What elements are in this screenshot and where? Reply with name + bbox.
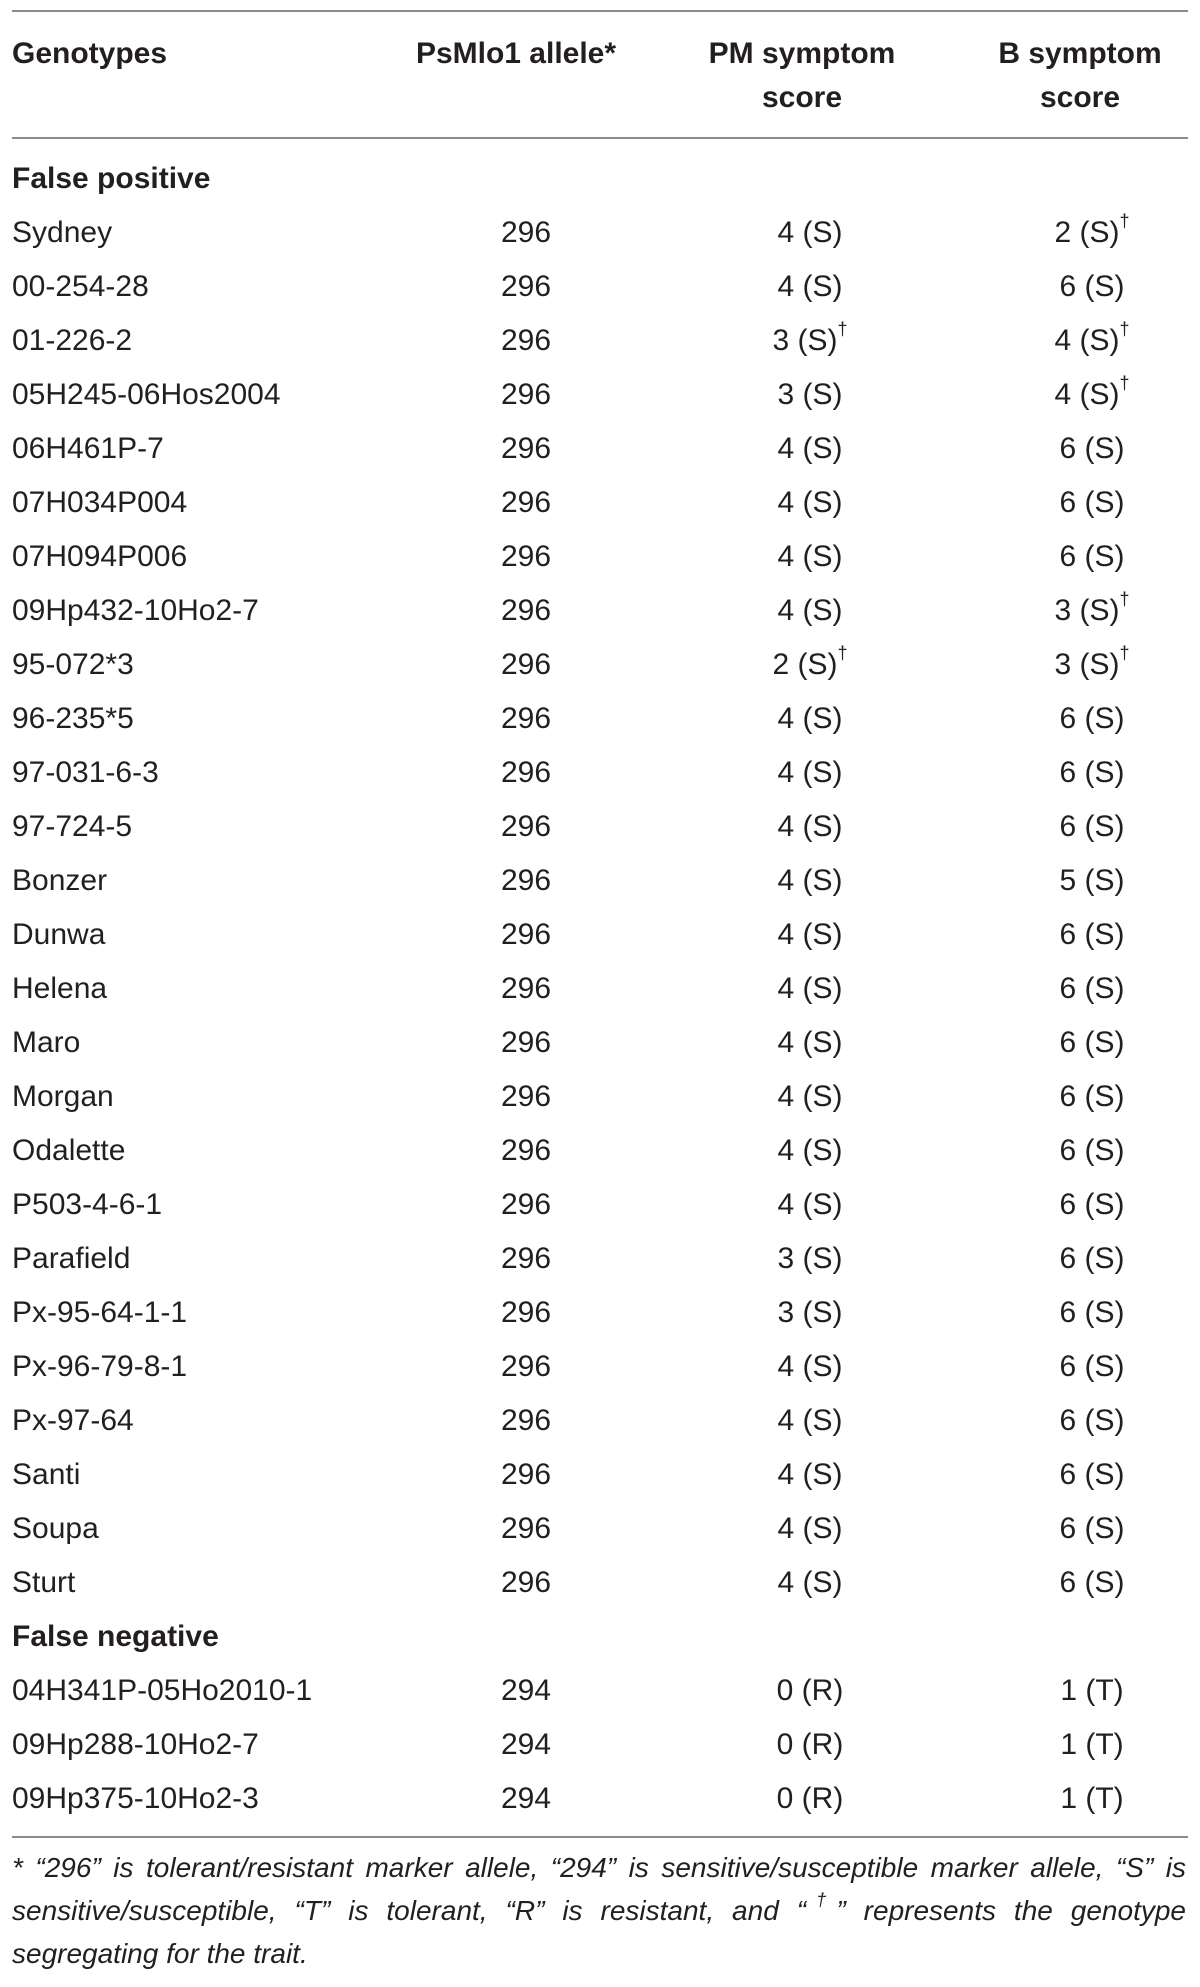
b-score-value: 6 (S) — [1059, 540, 1125, 573]
pm-score-cell — [700, 638, 920, 692]
allele-cell: 296 — [500, 1404, 552, 1437]
pm-score-value: 4 (S) — [777, 972, 843, 1005]
b-score-cell — [982, 908, 1200, 962]
pm-score-value: 4 (S) — [777, 270, 843, 303]
segregating-mark: † — [1119, 211, 1130, 231]
header-allele: PsMlo1 allele* — [415, 37, 617, 70]
b-score-value: 6 (S) — [1059, 1512, 1125, 1545]
pm-score-value: 4 (S) — [777, 594, 843, 627]
allele-cell: 296 — [500, 324, 552, 357]
pm-score-cell — [700, 1772, 920, 1826]
section-heading — [12, 152, 1188, 206]
pm-score-cell — [700, 476, 920, 530]
b-score-value: 4 (S) — [1054, 378, 1120, 411]
allele-cell: 296 — [500, 918, 552, 951]
pm-score-value: 4 (S) — [777, 702, 843, 735]
pm-score-cell — [700, 1394, 920, 1448]
genotype-cell: Parafield — [12, 1242, 131, 1275]
header-b-score: B symptom score — [998, 37, 1162, 114]
table-row — [12, 1394, 1188, 1448]
pm-score-cell — [700, 1178, 920, 1232]
pm-score-cell — [700, 1556, 920, 1610]
pm-score-value: 4 (S) — [777, 1512, 843, 1545]
table-row — [12, 1178, 1188, 1232]
table-row — [12, 1556, 1188, 1610]
segregating-mark: † — [837, 643, 848, 663]
table-top-rule — [12, 10, 1188, 12]
table-footnote: * “296” is tolerant/resistant marker allele, “294” is sensitive/susceptible marker allele, “S” is sensitive/susceptible, “T” is tolerant, “R” is resistant, and “†” represents the genotype segregating for the trait. — [12, 1852, 1187, 1969]
b-score-value: 6 (S) — [1059, 270, 1125, 303]
b-score-value: 1 (T) — [1060, 1728, 1124, 1761]
segregating-mark: † — [1119, 319, 1130, 339]
b-score-cell — [982, 1124, 1200, 1178]
b-score-value: 3 (S) — [1054, 594, 1120, 627]
b-score-cell — [982, 638, 1200, 692]
allele-cell: 296 — [500, 1242, 552, 1275]
b-score-cell — [982, 1340, 1200, 1394]
table-row — [12, 368, 1188, 422]
allele-cell: 296 — [500, 972, 552, 1005]
table-row — [12, 1286, 1188, 1340]
pm-score-value: 4 (S) — [777, 756, 843, 789]
b-score-cell — [982, 530, 1200, 584]
table-row — [12, 476, 1188, 530]
b-score-cell — [982, 422, 1200, 476]
genotype-cell: 97-031-6-3 — [12, 756, 159, 789]
table-row — [12, 746, 1188, 800]
b-score-value: 1 (T) — [1060, 1782, 1124, 1815]
pm-score-value: 4 (S) — [777, 1350, 843, 1383]
b-score-cell — [982, 1664, 1200, 1718]
genotype-cell: Helena — [12, 972, 108, 1005]
table-row — [12, 1772, 1188, 1826]
allele-cell: 296 — [500, 378, 552, 411]
segregating-mark: † — [1119, 373, 1130, 393]
allele-cell: 296 — [500, 540, 552, 573]
section-title: False positive — [12, 162, 211, 195]
pm-score-cell — [700, 422, 920, 476]
b-score-cell — [982, 314, 1200, 368]
table-row — [12, 260, 1188, 314]
b-score-value: 6 (S) — [1059, 1080, 1125, 1113]
b-score-value: 6 (S) — [1059, 1350, 1125, 1383]
b-score-value: 6 (S) — [1059, 486, 1125, 519]
genotype-cell: 07H094P006 — [12, 540, 188, 573]
pm-score-cell — [700, 962, 920, 1016]
b-score-cell — [982, 584, 1200, 638]
genotype-cell: Morgan — [12, 1080, 114, 1113]
b-score-value: 6 (S) — [1059, 1404, 1125, 1437]
b-score-value: 6 (S) — [1059, 1296, 1125, 1329]
b-score-value: 6 (S) — [1059, 972, 1125, 1005]
allele-cell: 296 — [500, 702, 552, 735]
pm-score-value: 4 (S) — [777, 1080, 843, 1113]
b-score-value: 5 (S) — [1059, 864, 1125, 897]
pm-score-cell — [700, 1124, 920, 1178]
pm-score-cell — [700, 692, 920, 746]
pm-score-cell — [700, 1502, 920, 1556]
allele-cell: 296 — [500, 432, 552, 465]
table-row — [12, 1448, 1188, 1502]
allele-cell: 296 — [500, 594, 552, 627]
b-score-value: 6 (S) — [1059, 1458, 1125, 1491]
b-score-value: 6 (S) — [1059, 756, 1125, 789]
b-score-cell — [982, 1070, 1200, 1124]
pm-score-cell — [700, 1448, 920, 1502]
b-score-value: 6 (S) — [1059, 1188, 1125, 1221]
pm-score-value: 3 (S) — [777, 378, 843, 411]
genotype-cell: 04H341P-05Ho2010-1 — [12, 1674, 313, 1707]
b-score-value: 3 (S) — [1054, 648, 1120, 681]
pm-score-value: 4 (S) — [777, 1566, 843, 1599]
pm-score-cell — [700, 1070, 920, 1124]
genotype-cell: 09Hp375-10Ho2-3 — [12, 1782, 259, 1815]
b-score-cell — [982, 1772, 1200, 1826]
b-score-cell — [982, 1556, 1200, 1610]
table-row — [12, 962, 1188, 1016]
table-bottom-rule — [12, 1836, 1188, 1838]
header-genotypes: Genotypes — [12, 37, 168, 70]
b-score-value: 6 (S) — [1059, 702, 1125, 735]
pm-score-cell — [700, 314, 920, 368]
b-score-cell — [982, 1232, 1200, 1286]
allele-cell: 296 — [500, 216, 552, 249]
pm-score-cell — [700, 1232, 920, 1286]
b-score-value: 1 (T) — [1060, 1674, 1124, 1707]
pm-score-value: 4 (S) — [777, 1134, 843, 1167]
b-score-value: 2 (S) — [1054, 216, 1120, 249]
b-score-value: 6 (S) — [1059, 1242, 1125, 1275]
b-score-cell — [982, 1286, 1200, 1340]
pm-score-value: 2 (S) — [772, 648, 838, 681]
allele-cell: 296 — [500, 1134, 552, 1167]
table-body — [12, 152, 1188, 1826]
genotype-cell: 96-235*5 — [12, 702, 134, 735]
table-row — [12, 908, 1188, 962]
b-score-value: 6 (S) — [1059, 1026, 1125, 1059]
b-score-cell — [982, 368, 1200, 422]
allele-cell: 294 — [500, 1782, 552, 1815]
table-header-rule — [12, 137, 1188, 139]
b-score-cell — [982, 206, 1200, 260]
genotype-cell: Maro — [12, 1026, 81, 1059]
genotype-cell: Px-95-64-1-1 — [12, 1296, 188, 1329]
b-score-cell — [982, 1448, 1200, 1502]
allele-cell: 294 — [500, 1674, 552, 1707]
pm-score-cell — [700, 854, 920, 908]
table-row — [12, 422, 1188, 476]
table-row — [12, 1016, 1188, 1070]
b-score-value: 6 (S) — [1059, 918, 1125, 951]
b-score-cell — [982, 1502, 1200, 1556]
genotype-cell: 06H461P-7 — [12, 432, 164, 465]
b-score-value: 6 (S) — [1059, 432, 1125, 465]
genotype-cell: 00-254-28 — [12, 270, 149, 303]
allele-cell: 296 — [500, 1080, 552, 1113]
pm-score-value: 3 (S) — [777, 1296, 843, 1329]
pm-score-value: 4 (S) — [777, 216, 843, 249]
genotype-cell: 97-724-5 — [12, 810, 133, 843]
pm-score-value: 4 (S) — [777, 1458, 843, 1491]
table-row — [12, 800, 1188, 854]
table-row — [12, 854, 1188, 908]
allele-cell: 296 — [500, 1458, 552, 1491]
allele-cell: 296 — [500, 1026, 552, 1059]
pm-score-value: 3 (S) — [772, 324, 838, 357]
table-row — [12, 314, 1188, 368]
allele-cell: 296 — [500, 270, 552, 303]
pm-score-cell — [700, 530, 920, 584]
genotype-cell: Odalette — [12, 1134, 126, 1167]
b-score-cell — [982, 1718, 1200, 1772]
genotype-cell: 95-072*3 — [12, 648, 134, 681]
pm-score-value: 4 (S) — [777, 1404, 843, 1437]
table-row — [12, 692, 1188, 746]
table-row — [12, 1124, 1188, 1178]
pm-score-cell — [700, 1016, 920, 1070]
pm-score-cell — [700, 1340, 920, 1394]
pm-score-value: 4 (S) — [777, 540, 843, 573]
pm-score-cell — [700, 1718, 920, 1772]
pm-score-value: 4 (S) — [777, 1188, 843, 1221]
allele-cell: 296 — [500, 486, 552, 519]
allele-cell: 294 — [500, 1728, 552, 1761]
genotype-cell: Px-97-64 — [12, 1404, 134, 1437]
b-score-cell — [982, 1016, 1200, 1070]
genotype-cell: Sydney — [12, 216, 113, 249]
segregating-mark: † — [1119, 589, 1130, 609]
genotype-cell: 01-226-2 — [12, 324, 133, 357]
pm-score-cell — [700, 908, 920, 962]
allele-cell: 296 — [500, 756, 552, 789]
b-score-cell — [982, 476, 1200, 530]
pm-score-cell — [700, 746, 920, 800]
pm-score-cell — [700, 206, 920, 260]
pm-score-value: 4 (S) — [777, 918, 843, 951]
pm-score-value: 4 (S) — [777, 1026, 843, 1059]
genotype-cell: P503-4-6-1 — [12, 1188, 163, 1221]
header-pm-score: PM symptom score — [708, 37, 896, 114]
segregating-mark: † — [1119, 643, 1130, 663]
genotype-cell: Bonzer — [12, 864, 108, 897]
pm-score-value: 3 (S) — [777, 1242, 843, 1275]
pm-score-value: 0 (R) — [776, 1728, 844, 1761]
b-score-cell — [982, 260, 1200, 314]
pm-score-value: 4 (S) — [777, 432, 843, 465]
pm-score-cell — [700, 260, 920, 314]
section-heading — [12, 1610, 1188, 1664]
allele-cell: 296 — [500, 864, 552, 897]
table-row — [12, 584, 1188, 638]
pm-score-value: 0 (R) — [776, 1674, 844, 1707]
b-score-value: 6 (S) — [1059, 1566, 1125, 1599]
genotype-cell: Santi — [12, 1458, 81, 1491]
genotype-cell: 05H245-06Hos2004 — [12, 378, 281, 411]
allele-cell: 296 — [500, 1350, 552, 1383]
table-row — [12, 1664, 1188, 1718]
pm-score-cell — [700, 1286, 920, 1340]
genotype-cell: 07H034P004 — [12, 486, 188, 519]
genotype-cell: 09Hp288-10Ho2-7 — [12, 1728, 259, 1761]
allele-cell: 296 — [500, 1188, 552, 1221]
pm-score-value: 4 (S) — [777, 864, 843, 897]
segregating-mark: † — [837, 319, 848, 339]
section-title: False negative — [12, 1620, 219, 1653]
genotype-cell: Dunwa — [12, 918, 106, 951]
allele-cell: 296 — [500, 648, 552, 681]
b-score-cell — [982, 854, 1200, 908]
table-row — [12, 638, 1188, 692]
pm-score-cell — [700, 584, 920, 638]
pm-score-value: 4 (S) — [777, 486, 843, 519]
genotype-cell: Sturt — [12, 1566, 76, 1599]
b-score-value: 6 (S) — [1059, 810, 1125, 843]
table-row — [12, 1070, 1188, 1124]
table-row — [12, 530, 1188, 584]
b-score-cell — [982, 1178, 1200, 1232]
pm-score-cell — [700, 800, 920, 854]
table-row — [12, 1232, 1188, 1286]
b-score-cell — [982, 800, 1200, 854]
allele-cell: 296 — [500, 1296, 552, 1329]
b-score-cell — [982, 1394, 1200, 1448]
b-score-value: 6 (S) — [1059, 1134, 1125, 1167]
b-score-cell — [982, 962, 1200, 1016]
allele-cell: 296 — [500, 1512, 552, 1545]
allele-cell: 296 — [500, 810, 552, 843]
pm-score-cell — [700, 1664, 920, 1718]
b-score-cell — [982, 692, 1200, 746]
table-row — [12, 206, 1188, 260]
pm-score-cell — [700, 368, 920, 422]
table-row — [12, 1718, 1188, 1772]
allele-cell: 296 — [500, 1566, 552, 1599]
table-row — [12, 1502, 1188, 1556]
genotype-cell: Px-96-79-8-1 — [12, 1350, 188, 1383]
b-score-value: 4 (S) — [1054, 324, 1120, 357]
table-row — [12, 1340, 1188, 1394]
pm-score-value: 0 (R) — [776, 1782, 844, 1815]
b-score-cell — [982, 746, 1200, 800]
genotype-cell: Soupa — [12, 1512, 99, 1545]
genotype-cell: 09Hp432-10Ho2-7 — [12, 594, 259, 627]
pm-score-value: 4 (S) — [777, 810, 843, 843]
